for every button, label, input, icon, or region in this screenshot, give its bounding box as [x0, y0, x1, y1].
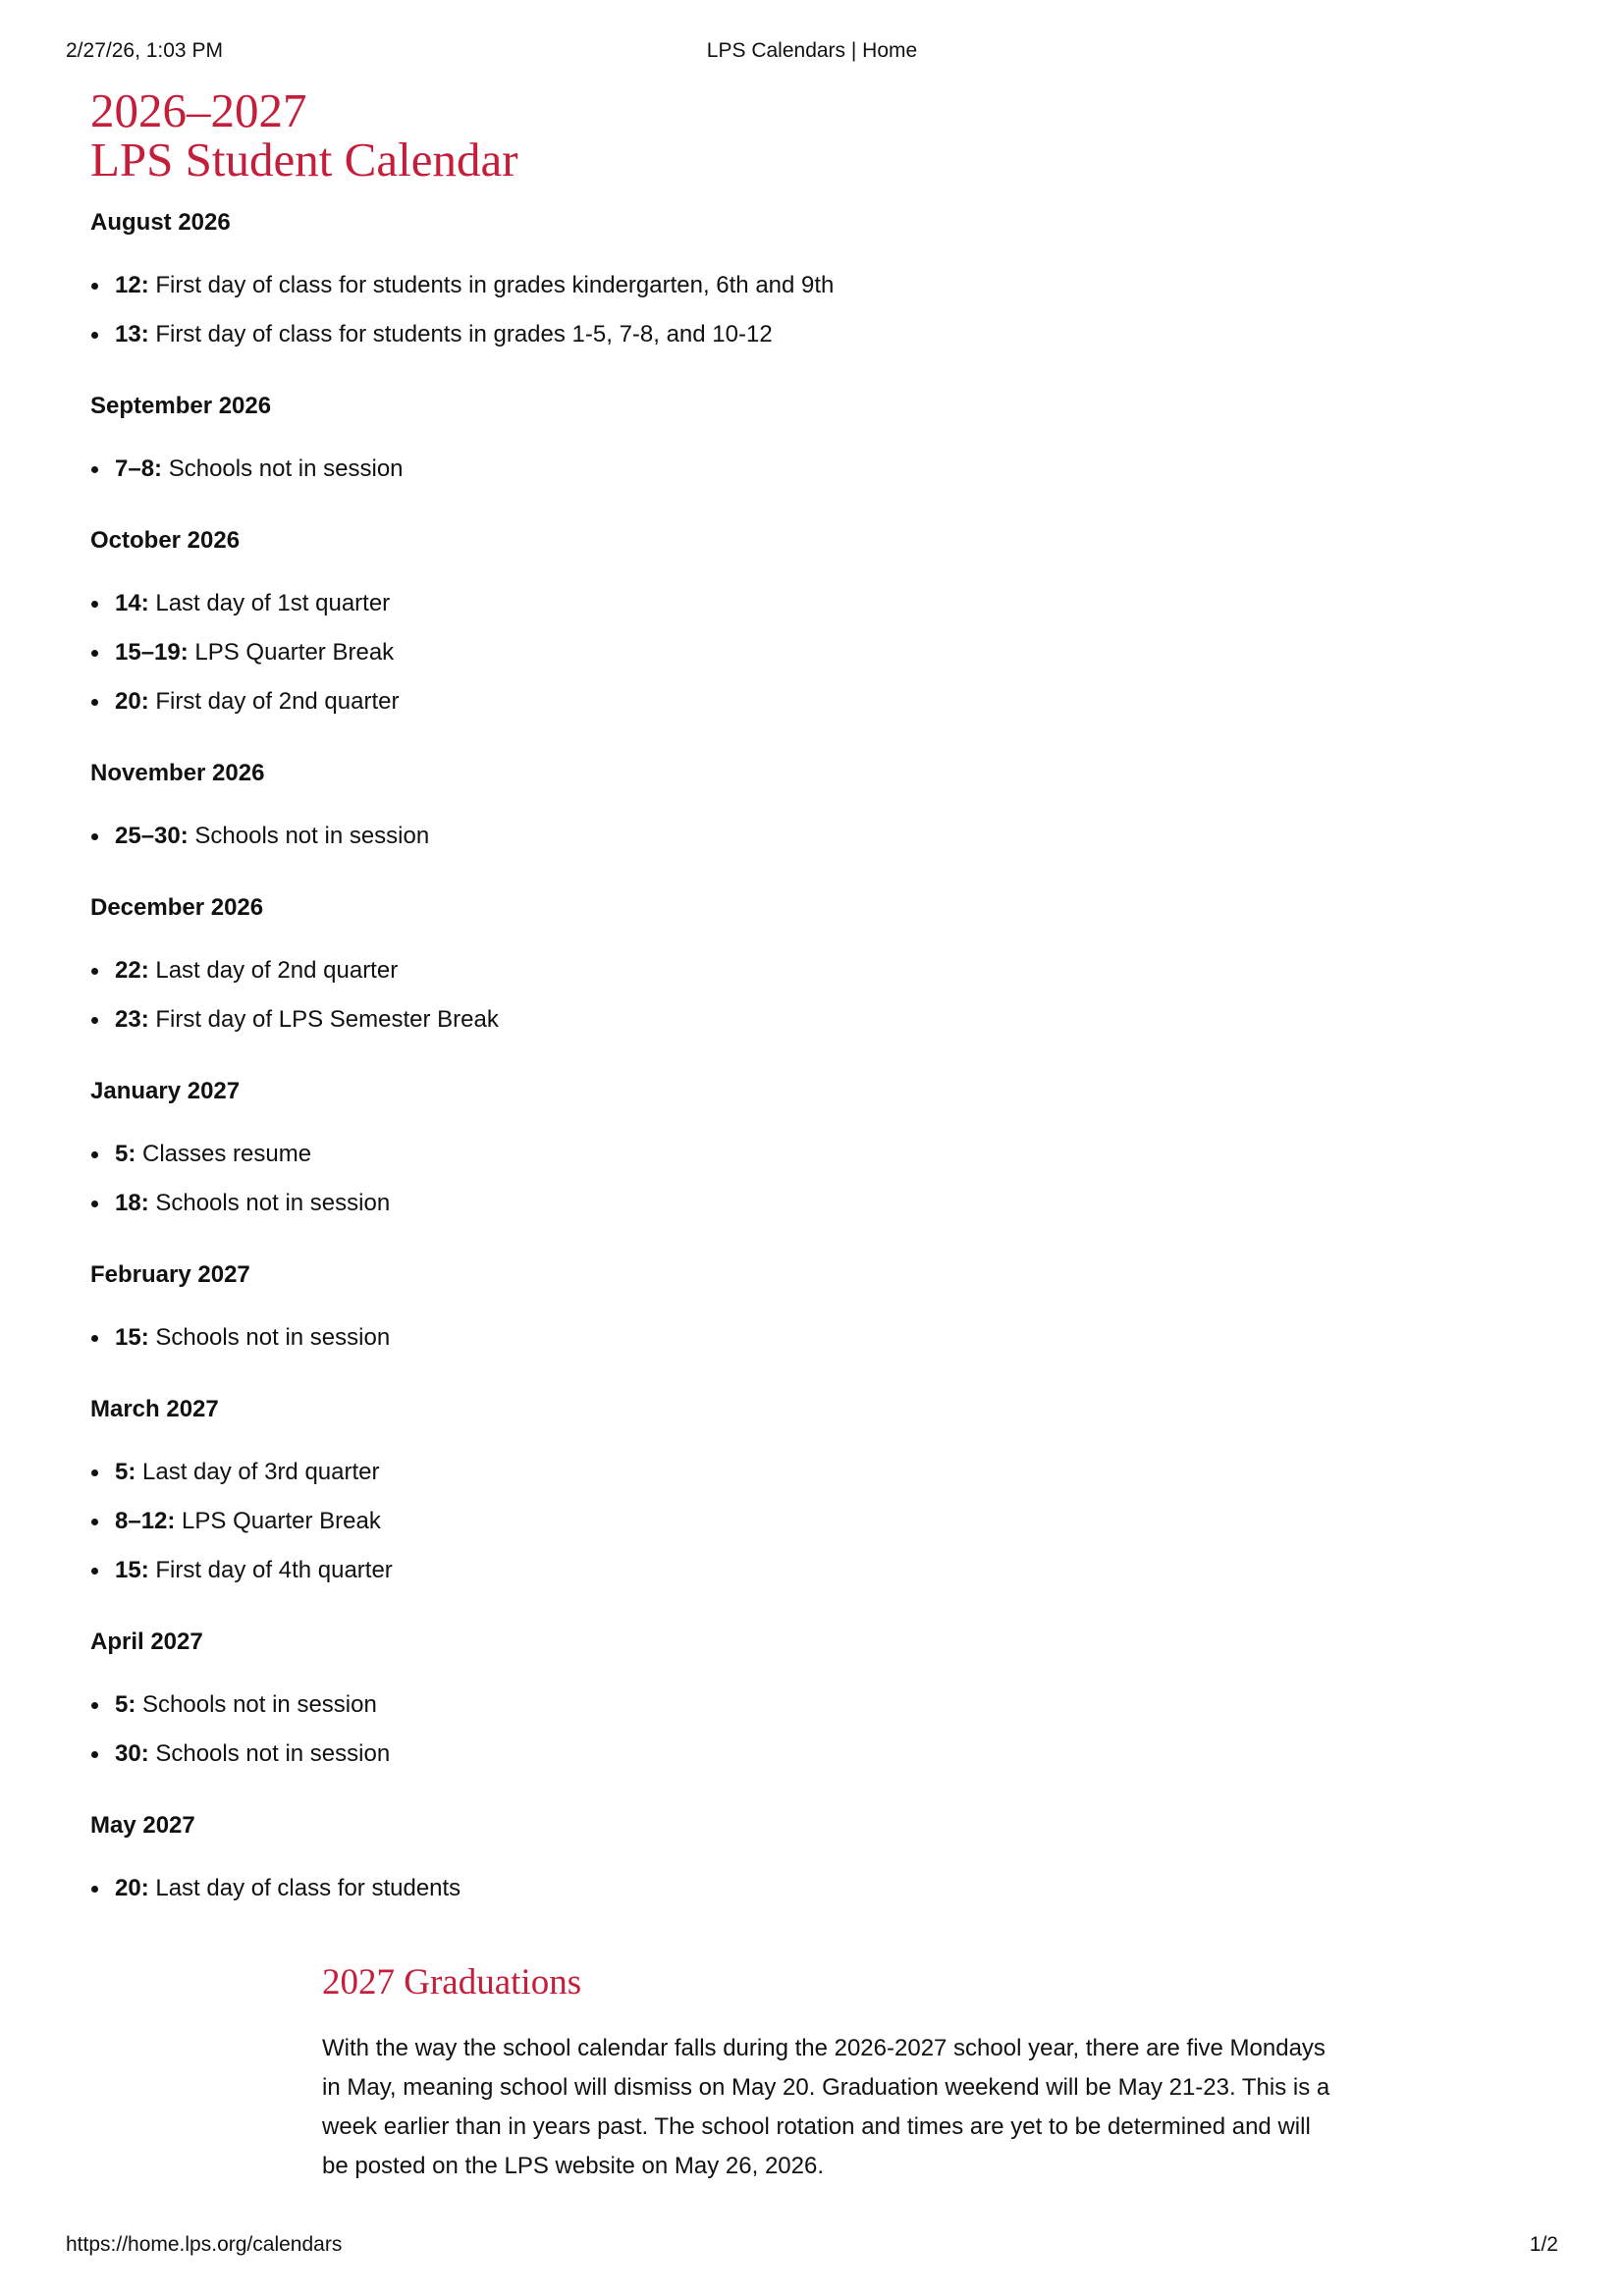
event-item — [90, 1730, 1465, 1779]
event-day: 8–12: — [115, 1508, 176, 1534]
month-heading: March 2027 — [90, 1396, 219, 1422]
event-item — [90, 310, 1465, 359]
bullet-icon — [91, 1702, 98, 1709]
event-day: 13: — [115, 321, 149, 347]
event-text: Last day of 2nd quarter — [148, 957, 399, 984]
event-text: Last day of 3rd quarter — [135, 1459, 380, 1485]
event-text: Schools not in session — [162, 455, 404, 482]
event-day: 23: — [115, 1006, 149, 1033]
event-item — [90, 261, 1465, 310]
event-day: 12: — [115, 272, 149, 298]
event-text: Schools not in session — [188, 823, 430, 849]
event-text: LPS Quarter Break — [188, 639, 395, 666]
bullet-icon — [91, 699, 98, 706]
event-item — [90, 579, 1465, 628]
graduations-body: With the way the school calendar falls during the 2026-2027 school year, there are five Mondays in May, meaning school will dismiss on May 20. Graduation weekend will be May 21-23. This is a week earlier than in years past. The school rotation and times are yet to be determined and will be posted on the LPS website on May 26, 2026. — [322, 2035, 1330, 2179]
page-title-name: LPS Student Calendar — [90, 133, 518, 187]
event-day: 15: — [115, 1557, 149, 1583]
month-section — [90, 204, 1465, 359]
event-text: Schools not in session — [148, 1740, 391, 1767]
event-day: 14: — [115, 590, 149, 616]
event-list — [90, 946, 1465, 1044]
event-day: 5: — [115, 1459, 136, 1485]
event-item — [90, 812, 1465, 861]
event-list — [90, 812, 1465, 861]
event-item — [90, 1448, 1465, 1497]
event-list — [90, 1864, 1465, 1913]
bullet-icon — [91, 650, 98, 657]
print-url: https://home.lps.org/calendars — [66, 2233, 343, 2256]
event-text: First day of 4th quarter — [148, 1557, 393, 1583]
print-footer — [66, 2233, 1558, 2263]
event-item — [90, 677, 1465, 726]
bullet-icon — [91, 1568, 98, 1575]
month-heading: February 2027 — [90, 1261, 250, 1288]
event-text: Classes resume — [135, 1141, 312, 1167]
month-section — [90, 889, 1465, 1044]
bullet-icon — [91, 332, 98, 339]
graduations-section — [322, 1958, 1343, 2186]
month-list — [90, 204, 1465, 1913]
month-heading: December 2026 — [90, 894, 264, 921]
event-text: First day of class for students in grades 1-5, 7-8, and 10-12 — [148, 321, 773, 347]
event-item — [90, 1313, 1465, 1362]
event-text: Last day of 1st quarter — [148, 590, 391, 616]
event-item — [90, 1130, 1465, 1179]
month-section — [90, 1391, 1465, 1595]
month-heading: November 2026 — [90, 760, 265, 786]
event-text: Schools not in session — [148, 1190, 391, 1216]
event-day: 22: — [115, 957, 149, 984]
event-item — [90, 1179, 1465, 1228]
print-page-title: LPS Calendars | Home — [706, 39, 918, 62]
bullet-icon — [91, 1151, 98, 1158]
event-list — [90, 261, 1465, 359]
event-day: 20: — [115, 1875, 149, 1901]
event-text: Schools not in session — [148, 1324, 391, 1351]
month-section — [90, 388, 1465, 494]
event-list — [90, 1313, 1465, 1362]
month-section — [90, 522, 1465, 726]
month-section — [90, 1256, 1465, 1362]
bullet-icon — [91, 1469, 98, 1476]
event-day: 30: — [115, 1740, 149, 1767]
event-item — [90, 1546, 1465, 1595]
event-item — [90, 995, 1465, 1044]
print-page-number: 1/2 — [1529, 2233, 1558, 2256]
event-list — [90, 1681, 1465, 1779]
month-section — [90, 1073, 1465, 1228]
event-item — [90, 1864, 1465, 1913]
month-heading: April 2027 — [90, 1629, 203, 1655]
month-heading: January 2027 — [90, 1078, 241, 1104]
bullet-icon — [91, 601, 98, 608]
event-list — [90, 1448, 1465, 1595]
event-text: First day of LPS Semester Break — [148, 1006, 499, 1033]
bullet-icon — [91, 1519, 98, 1525]
month-heading: September 2026 — [90, 393, 272, 419]
page-title-years: 2026–2027 — [90, 83, 307, 137]
month-heading: August 2026 — [90, 209, 231, 236]
month-section — [90, 755, 1465, 861]
event-text: LPS Quarter Break — [175, 1508, 381, 1534]
event-text: Schools not in session — [135, 1691, 377, 1718]
bullet-icon — [91, 1335, 98, 1342]
event-day: 20: — [115, 688, 149, 715]
event-list — [90, 445, 1465, 494]
event-day: 5: — [115, 1141, 136, 1167]
bullet-icon — [91, 833, 98, 840]
bullet-icon — [91, 1017, 98, 1024]
event-text: First day of class for students in grades kindergarten, 6th and 9th — [148, 272, 835, 298]
month-heading: May 2027 — [90, 1812, 195, 1839]
month-section — [90, 1807, 1465, 1913]
event-list — [90, 579, 1465, 726]
bullet-icon — [91, 1751, 98, 1758]
graduations-heading: 2027 Graduations — [322, 1962, 582, 2002]
event-day: 25–30: — [115, 823, 189, 849]
print-header — [66, 39, 1558, 69]
month-section — [90, 1624, 1465, 1779]
bullet-icon — [91, 283, 98, 290]
event-item — [90, 946, 1465, 995]
calendar-content — [90, 83, 1465, 1942]
month-heading: October 2026 — [90, 527, 241, 554]
event-list — [90, 1130, 1465, 1228]
bullet-icon — [91, 968, 98, 975]
event-text: First day of 2nd quarter — [148, 688, 400, 715]
bullet-icon — [91, 1201, 98, 1207]
event-item — [90, 1497, 1465, 1546]
page-title — [90, 83, 1465, 187]
event-day: 15–19: — [115, 639, 189, 666]
event-day: 7–8: — [115, 455, 163, 482]
event-item — [90, 445, 1465, 494]
event-day: 18: — [115, 1190, 149, 1216]
event-item — [90, 628, 1465, 677]
bullet-icon — [91, 1886, 98, 1893]
event-item — [90, 1681, 1465, 1730]
event-day: 5: — [115, 1691, 136, 1718]
bullet-icon — [91, 466, 98, 473]
event-day: 15: — [115, 1324, 149, 1351]
event-text: Last day of class for students — [148, 1875, 461, 1901]
print-datetime: 2/27/26, 1:03 PM — [66, 39, 223, 62]
